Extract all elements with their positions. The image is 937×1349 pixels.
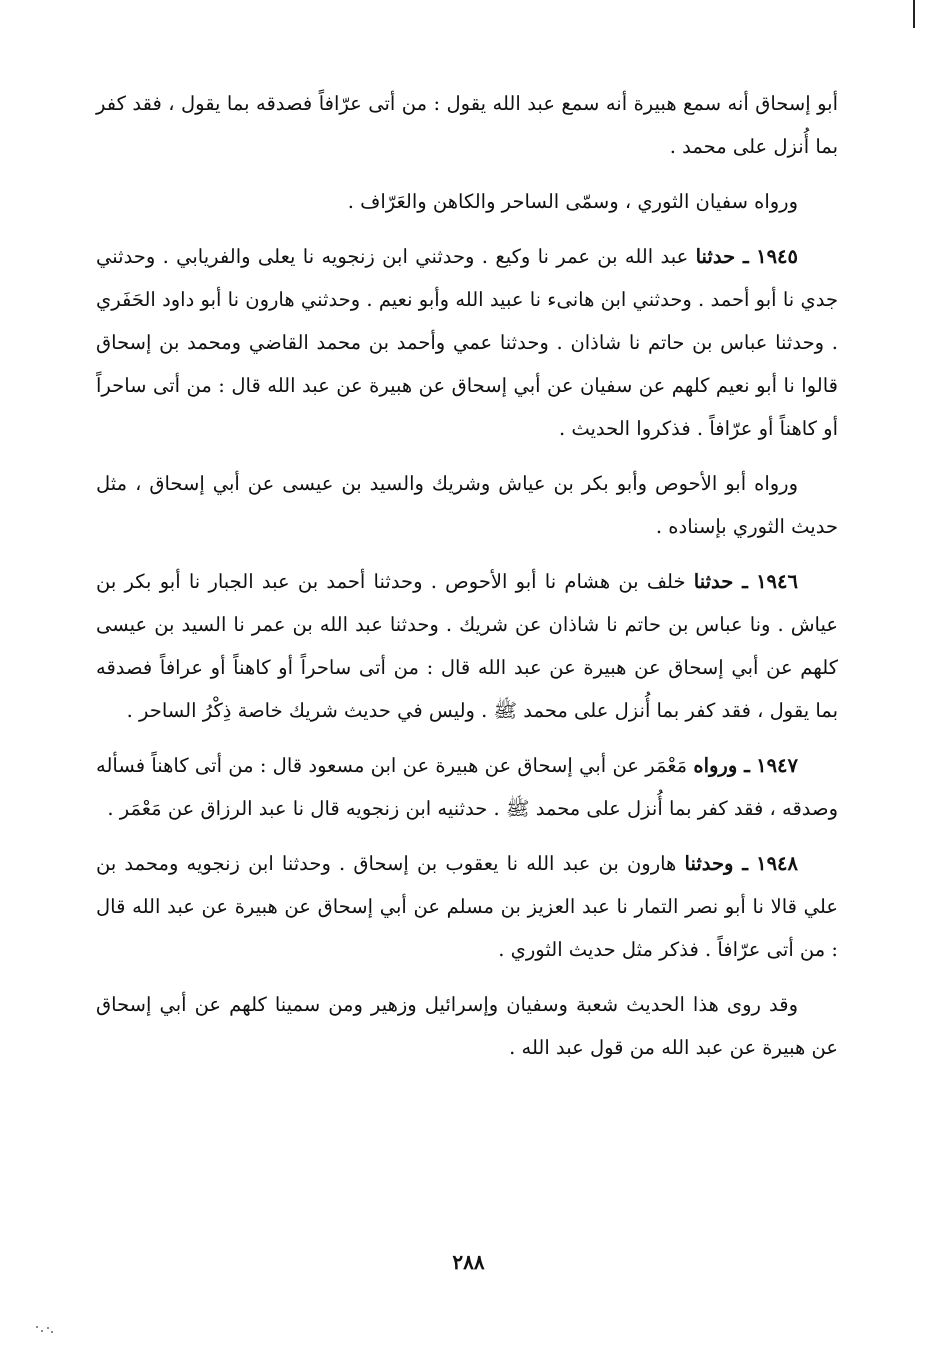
hadith-lead-word: ـ حدثنا [693,570,748,593]
paragraph-text: عبد الله بن عمر نا وكيع . وحدثني ابن زنجويه نا يعلى والفريابي . وحدثني جدي نا أبو أحمد . وحدثني ابن هانىء نا عبيد الله وأبو نعيم . وحدثني هارون نا أبو داود الحَفَري . وحدثنا عباس بن حاتم نا شاذان . وحدثنا عمي وأحمد بن محمد القاضي ومحمد بن إسحاق قالوا نا أبو نعيم كلهم عن سفيان عن أبي إسحاق عن هبيرة عن عبد الله قال : من أتى ساحراً أو كاهناً أو عرّافاً . فذكروا الحديث . [96,245,838,440]
paragraph-text: وقد روى هذا الحديث شعبة وسفيان وإسرائيل وزهير ومن سمينا كلهم عن أبي إسحاق عن هبيرة عن عبد الله من قول عبد الله . [96,993,838,1059]
paragraph-1 [96,82,838,168]
paragraph-8 [96,983,838,1069]
page-number: ٢٨٨ [452,1250,485,1274]
hadith-1945 [96,235,838,450]
hadith-number: ١٩٤٧ [756,754,799,777]
paragraph-2 [96,180,838,223]
scan-speck [36,1324,54,1334]
page-body-text [96,82,838,1081]
hadith-lead-word: ـ ورواه [693,754,750,777]
paragraph-text: مَعْمَر عن أبي إسحاق عن هبيرة عن ابن مسعود قال : من أتى كاهناً فسأله وصدقه ، فقد كفر بما أُنزل على محمد ﷺ . حدثنيه ابن زنجويه قال نا عبد الرزاق عن مَعْمَر . [96,754,838,820]
hadith-number: ١٩٤٨ [756,852,798,875]
paragraph-text: ورواه أبو الأحوص وأبو بكر بن عياش وشريك والسيد بن عيسى عن أبي إسحاق ، مثل حديث الثوري بإسناده . [96,472,838,538]
hadith-lead-word: ـ وحدثنا [684,852,748,875]
hadith-number: ١٩٤٦ [756,570,798,593]
paragraph-text: خلف بن هشام نا أبو الأحوص . وحدثنا أحمد بن عبد الجبار نا أبو بكر بن عياش . ونا عباس بن حاتم نا شاذان عن شريك . وحدثنا عبد الله بن عمر نا السيد بن عيسى كلهم عن أبي إسحاق عن هبيرة عن عبد الله قال : من أتى ساحراً أو كاهناً أو عرافاً فصدقه بما يقول ، فقد كفر بما أُنزل على محمد ﷺ . وليس في حديث شريك خاصة ذِكْرُ الساحر . [96,570,838,722]
hadith-lead-word: ـ حدثنا [695,245,749,268]
paragraph-4 [96,462,838,548]
hadith-1948 [96,842,838,971]
hadith-1946 [96,560,838,732]
paragraph-text: ورواه سفيان الثوري ، وسمّى الساحر والكاهن والعَرّاف . [347,190,798,213]
scan-edge-mark [913,0,915,28]
hadith-1947 [96,744,838,830]
paragraph-text: أبو إسحاق أنه سمع هبيرة أنه سمع عبد الله يقول : من أتى عرّافاً فصدقه بما يقول ، فقد كفر بما أُنزل على محمد . [96,92,838,158]
paragraph-text: هارون بن عبد الله نا يعقوب بن إسحاق . وحدثنا ابن زنجويه ومحمد بن علي قالا نا أبو نصر التمار نا عبد العزيز بن مسلم عن أبي إسحاق عن هبيرة عن عبد الله قال : من أتى عرّافاً . فذكر مثل حديث الثوري . [96,852,838,961]
hadith-number: ١٩٤٥ [756,245,799,268]
